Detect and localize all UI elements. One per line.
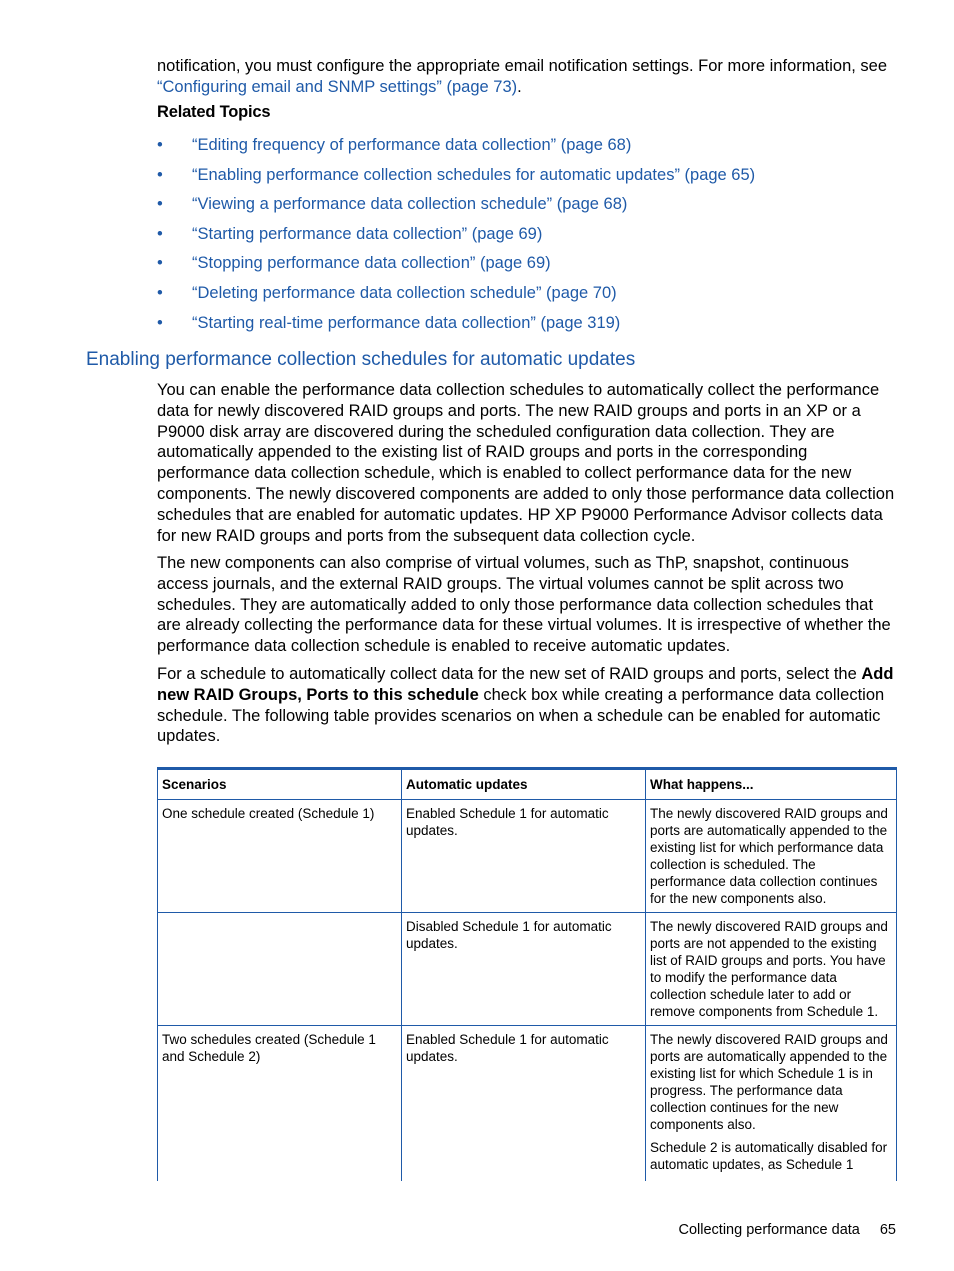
body-paragraph-2: The new components can also comprise of virtual volumes, such as ThP, snapshot, continuous access journals, and the external RAID groups. The virtual volumes cannot be split across two schedules. They are automatically added to only those performance data collection schedules that are already collecting the performance data for these virtual volumes. It is irrespective of whether the performance data collection schedule is enabled to receive automatic updates.: [157, 554, 891, 656]
footer-title: Collecting performance data: [678, 1222, 860, 1238]
related-topic-link[interactable]: “Starting real-time performance data collection” (page 319): [192, 313, 621, 332]
column-header-scenarios: Scenarios: [158, 769, 402, 800]
bullet-icon: •: [157, 165, 163, 184]
body-paragraph-3: [157, 664, 899, 747]
happens-text: The newly discovered RAID groups and ports are not appended to the existing list of RAID groups and ports. You have to modify the performance data collection schedule later to add or remove components from Schedule 1.: [650, 919, 888, 1019]
bullet-icon: •: [157, 224, 163, 243]
related-topics-list: [157, 135, 899, 342]
body-paragraph-1: You can enable the performance data collection schedules to automatically collect the performance data for newly discovered RAID groups and ports. The new RAID groups and ports in an XP or a P9000 disk array are discovered during the scheduled configuration data collection. They are automatically appended to the existing list of RAID groups and ports in the corresponding performance data collection schedule, which is enabled to collect performance data for the new components. The newly discovered components are added to only those performance data collection schedules that are enabled for automatic updates. HP XP P9000 Performance Advisor collects data for new RAID groups and ports from the subsequent data collection cycle.: [157, 381, 895, 545]
related-topic-link[interactable]: “Deleting performance data collection schedule” (page 70): [192, 283, 617, 302]
update-cell: Enabled Schedule 1 for automatic updates.: [402, 800, 646, 913]
bullet-icon: •: [157, 313, 163, 332]
happens-text: The newly discovered RAID groups and ports are automatically appended to the existing list for which performance data collection is scheduled. The performance data collection continues for the new components also.: [650, 806, 888, 906]
update-cell: Disabled Schedule 1 for automatic updates.: [402, 913, 646, 1026]
scenario-cell: [158, 913, 402, 1026]
checkbox-option-name: Add new RAID Groups, Ports to this schedule: [157, 665, 894, 704]
table-header-row: [158, 769, 897, 800]
related-topic-link[interactable]: “Starting performance data collection” (page 69): [192, 224, 543, 243]
list-item: [157, 165, 899, 195]
list-item: [157, 253, 899, 283]
related-topic-link[interactable]: “Viewing a performance data collection schedule” (page 68): [192, 195, 628, 214]
bullet-icon: •: [157, 136, 163, 154]
table-row: [158, 913, 897, 1026]
para3-text: For a schedule to automatically collect data for the new set of RAID groups and ports, select the: [157, 665, 862, 683]
list-item: [157, 135, 899, 165]
list-item: [157, 194, 899, 224]
intro-text-end: .: [517, 77, 522, 96]
intro-text: notification, you must configure the appropriate email notification settings. For more information, see: [157, 57, 888, 75]
related-topic-link[interactable]: “Stopping performance data collection” (page 69): [192, 254, 551, 273]
related-topics-title: Related Topics: [157, 103, 271, 121]
scenarios-table: [157, 767, 897, 1181]
para3-text-end: check box while creating a performance data collection schedule. The following table provides scenarios on when a schedule can be enabled for automatic updates.: [157, 685, 885, 746]
list-item: [157, 313, 899, 343]
table-row: [158, 800, 897, 913]
list-item: [157, 224, 899, 254]
bullet-icon: •: [157, 283, 163, 302]
scenario-cell: Two schedules created (Schedule 1 and Schedule 2): [158, 1026, 402, 1182]
list-item: [157, 283, 899, 313]
table-row: [158, 1026, 897, 1182]
related-topic-link[interactable]: “Enabling performance collection schedules for automatic updates” (page 65): [192, 165, 756, 184]
related-topic-link[interactable]: “Editing frequency of performance data collection” (page 68): [192, 136, 632, 154]
bullet-icon: •: [157, 195, 163, 214]
bullet-icon: •: [157, 254, 163, 273]
update-cell: Enabled Schedule 1 for automatic updates.: [402, 1026, 646, 1182]
section-heading: Enabling performance collection schedules for automatic updates: [86, 349, 636, 370]
intro-paragraph: [157, 56, 899, 98]
happens-text: Schedule 2 is automatically disabled for automatic updates, as Schedule 1: [650, 1140, 888, 1172]
configuring-email-snmp-link[interactable]: “Configuring email and SNMP settings” (page 73): [157, 77, 518, 96]
page-number: 65: [879, 1222, 896, 1238]
happens-cell: [646, 800, 897, 913]
column-header-what-happens: What happens...: [646, 769, 897, 800]
happens-cell: [646, 1026, 897, 1182]
happens-text: The newly discovered RAID groups and ports are automatically appended to the existing list for which Schedule 1 is in progress. The performance data collection continues for the new components also.: [650, 1032, 888, 1132]
happens-cell: [646, 913, 897, 1026]
column-header-automatic-updates: Automatic updates: [402, 769, 646, 800]
page-footer: [679, 1222, 897, 1238]
scenario-cell: One schedule created (Schedule 1): [158, 800, 402, 913]
